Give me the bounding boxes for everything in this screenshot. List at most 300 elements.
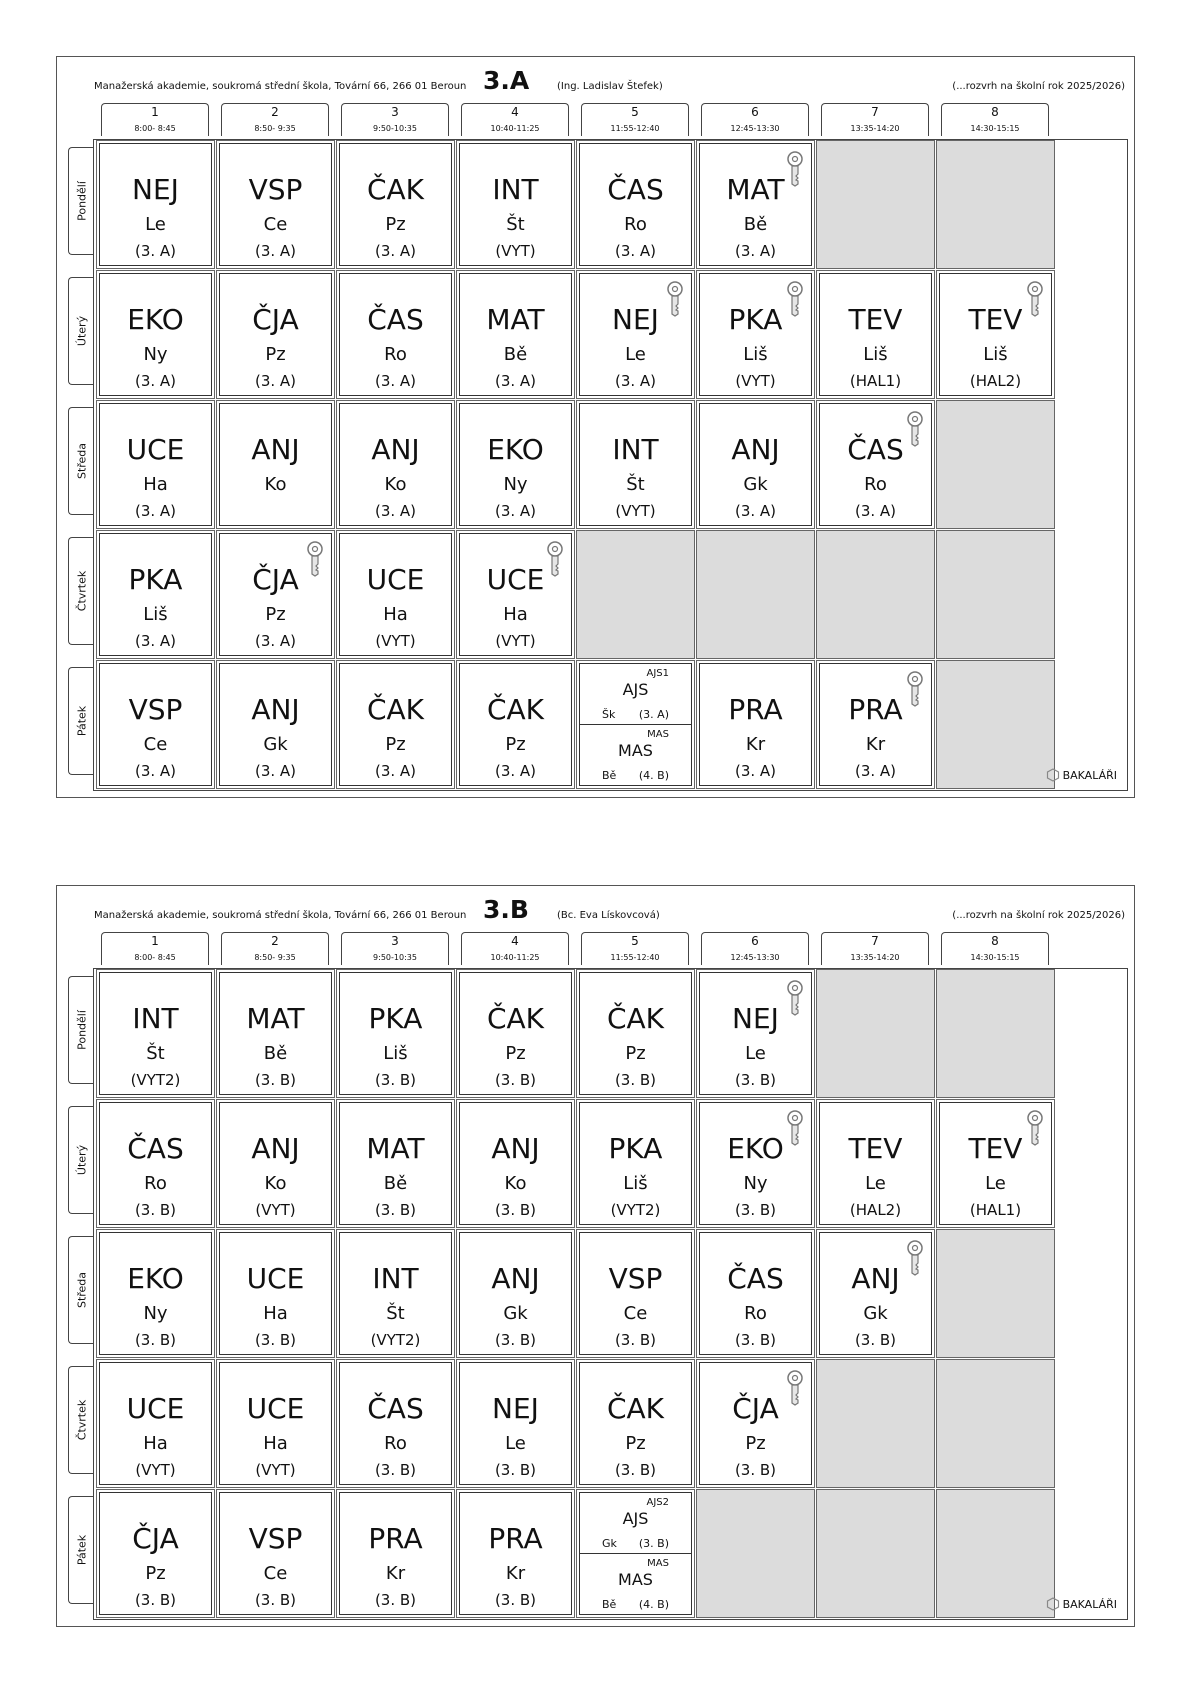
- period-number: 1: [151, 934, 159, 948]
- room-code: (4. B): [638, 769, 669, 782]
- day-name: Pondělí: [75, 181, 88, 221]
- lesson-cell[interactable]: [336, 400, 455, 529]
- lesson-card[interactable]: [699, 273, 812, 396]
- empty-cell: [816, 969, 935, 1098]
- room-code: (3. B): [374, 1461, 417, 1479]
- lesson-cell[interactable]: [96, 530, 215, 659]
- period-time: 13:35-14:20: [850, 953, 900, 962]
- period-time: 13:35-14:20: [850, 124, 900, 133]
- room-code: (3. A): [254, 242, 297, 260]
- room-code: (VYT): [615, 502, 656, 520]
- lesson-cell[interactable]: [696, 270, 815, 399]
- lesson-card[interactable]: [99, 663, 212, 786]
- subject-code: ANJ: [491, 1262, 540, 1295]
- empty-cell: [696, 1489, 815, 1618]
- period-time: 14:30-15:15: [970, 124, 1020, 133]
- lesson-card[interactable]: [339, 533, 452, 656]
- room-code: (VYT2): [370, 1331, 421, 1349]
- teacher-code: Gk: [863, 1303, 888, 1324]
- lesson-card[interactable]: [219, 663, 332, 786]
- day-label-tab: [68, 1366, 94, 1474]
- lesson-cell[interactable]: [456, 1099, 575, 1228]
- teacher-code: Ro: [744, 1303, 767, 1324]
- lesson-split-half[interactable]: [580, 664, 691, 725]
- subject-code: ČJA: [252, 563, 299, 596]
- period-header-6: [701, 103, 809, 136]
- lesson-cell[interactable]: [456, 1359, 575, 1488]
- lesson-card[interactable]: [339, 143, 452, 266]
- lesson-card[interactable]: [819, 1232, 932, 1355]
- room-code: (3. A): [854, 502, 897, 520]
- period-header-3: [341, 103, 449, 136]
- lesson-card[interactable]: [819, 273, 932, 396]
- lesson-cell[interactable]: [456, 140, 575, 269]
- lesson-cell[interactable]: [216, 1099, 335, 1228]
- lesson-card[interactable]: [459, 143, 572, 266]
- group-label: MAS: [647, 1557, 669, 1569]
- lesson-card[interactable]: [459, 1362, 572, 1485]
- teacher-code: Ro: [384, 344, 407, 365]
- empty-cell: [936, 660, 1055, 789]
- lesson-cell[interactable]: [96, 1359, 215, 1488]
- period-number: 5: [631, 105, 639, 119]
- lesson-cell[interactable]: [576, 660, 695, 789]
- subject-code: ČAK: [606, 1002, 665, 1035]
- teacher-code: Pz: [385, 214, 406, 235]
- day-name: Středa: [75, 442, 88, 480]
- lesson-cell[interactable]: [816, 1229, 935, 1358]
- lesson-card[interactable]: [579, 1362, 692, 1485]
- period-number: 4: [511, 105, 519, 119]
- day-name: Úterý: [75, 1144, 88, 1176]
- room-code: (3. A): [734, 502, 777, 520]
- lesson-card[interactable]: [219, 1102, 332, 1225]
- subject-code: INT: [612, 433, 659, 466]
- lesson-cell[interactable]: [456, 270, 575, 399]
- room-code: (3. A): [614, 372, 657, 390]
- subject-code: TEV: [848, 303, 903, 336]
- subject-code: MAS: [618, 1569, 653, 1589]
- teacher-code: Liš: [743, 344, 768, 365]
- teacher-code: Ny: [143, 344, 168, 365]
- hexagon-icon: [1046, 1597, 1060, 1611]
- lesson-cell[interactable]: [336, 1489, 455, 1618]
- lesson-card[interactable]: [99, 273, 212, 396]
- sheet-header: [57, 886, 1134, 926]
- room-code: (3. A): [494, 502, 537, 520]
- lesson-cell[interactable]: [96, 270, 215, 399]
- lesson-cell[interactable]: [96, 1099, 215, 1228]
- period-time: 9:50-10:35: [373, 124, 417, 133]
- lesson-cell[interactable]: [816, 270, 935, 399]
- subject-code: TEV: [968, 303, 1023, 336]
- lesson-card[interactable]: [219, 1232, 332, 1355]
- lesson-card[interactable]: [99, 403, 212, 526]
- sheet-header: [57, 57, 1134, 97]
- lesson-cell[interactable]: [816, 1099, 935, 1228]
- lesson-cell[interactable]: [936, 1099, 1055, 1228]
- lesson-card[interactable]: [459, 1232, 572, 1355]
- period-header-8: [941, 932, 1049, 965]
- lesson-cell[interactable]: [696, 1359, 815, 1488]
- room-code: (3. B): [374, 1071, 417, 1089]
- lesson-card[interactable]: [459, 533, 572, 656]
- group-label: AJS2: [646, 1497, 669, 1508]
- room-code: (3. A): [494, 762, 537, 780]
- lesson-cell[interactable]: [576, 400, 695, 529]
- lesson-cell[interactable]: [696, 1229, 815, 1358]
- teacher-code: Pz: [385, 734, 406, 755]
- key-icon: [304, 541, 326, 577]
- lesson-card[interactable]: [579, 1492, 692, 1615]
- teacher-code: Gk: [263, 734, 288, 755]
- teacher-code: Gk: [743, 474, 768, 495]
- lesson-cell[interactable]: [96, 140, 215, 269]
- group-label: MAS: [647, 728, 669, 740]
- lesson-cell[interactable]: [96, 400, 215, 529]
- lesson-cell[interactable]: [336, 660, 455, 789]
- lesson-card[interactable]: [819, 1102, 932, 1225]
- lesson-cell[interactable]: [96, 1229, 215, 1358]
- lesson-split-half[interactable]: [580, 1554, 691, 1615]
- teacher-code: Bě: [602, 769, 617, 782]
- lesson-card[interactable]: [459, 663, 572, 786]
- period-number: 1: [151, 105, 159, 119]
- period-number: 3: [391, 105, 399, 119]
- empty-cell: [936, 140, 1055, 269]
- room-code: (3. A): [134, 372, 177, 390]
- lesson-card[interactable]: [99, 533, 212, 656]
- subject-code: TEV: [968, 1132, 1023, 1165]
- lesson-card[interactable]: [219, 143, 332, 266]
- teacher-code: Kr: [865, 734, 886, 755]
- lesson-card[interactable]: [939, 273, 1052, 396]
- teacher-code: Ha: [503, 604, 528, 625]
- teacher-code: Ko: [504, 1173, 527, 1194]
- lesson-cell[interactable]: [336, 270, 455, 399]
- teacher-code: Liš: [623, 1173, 648, 1194]
- room-code: (VYT): [255, 1201, 296, 1219]
- subject-code: UCE: [486, 563, 545, 596]
- lesson-cell[interactable]: [216, 1359, 335, 1488]
- lesson-card[interactable]: [699, 1232, 812, 1355]
- lesson-card[interactable]: [819, 663, 932, 786]
- room-code: (3. B): [854, 1331, 897, 1349]
- lesson-cell[interactable]: [336, 1229, 455, 1358]
- lesson-cell[interactable]: [336, 140, 455, 269]
- class-teacher: (Bc. Eva Lískovcová): [557, 910, 660, 921]
- lesson-cell[interactable]: [576, 1359, 695, 1488]
- lesson-split-half[interactable]: [580, 1493, 691, 1554]
- lesson-card[interactable]: [459, 273, 572, 396]
- subject-code: VSP: [608, 1262, 663, 1295]
- room-code: (3. A): [134, 762, 177, 780]
- lesson-cell[interactable]: [696, 1099, 815, 1228]
- subject-code: PKA: [368, 1002, 423, 1035]
- lesson-cell[interactable]: [96, 660, 215, 789]
- lesson-cell[interactable]: [696, 400, 815, 529]
- subject-code: EKO: [127, 303, 184, 336]
- lesson-cell[interactable]: [576, 1229, 695, 1358]
- lesson-cell[interactable]: [576, 969, 695, 1098]
- subject-code: NEJ: [612, 303, 659, 336]
- lesson-card[interactable]: [939, 1102, 1052, 1225]
- key-icon: [1024, 281, 1046, 317]
- room-code: (3. B): [134, 1591, 177, 1609]
- subject-code: ČAS: [127, 1132, 184, 1165]
- lesson-card[interactable]: [339, 1492, 452, 1615]
- subject-code: ČAK: [366, 173, 425, 206]
- lesson-cell[interactable]: [816, 400, 935, 529]
- lesson-cell[interactable]: [216, 1489, 335, 1618]
- key-icon: [784, 1370, 806, 1406]
- room-code: (3. B): [374, 1591, 417, 1609]
- lesson-card[interactable]: [219, 533, 332, 656]
- room-code: (3. A): [134, 242, 177, 260]
- lesson-cell[interactable]: [696, 140, 815, 269]
- period-header-4: [461, 932, 569, 965]
- room-code: (3. A): [254, 762, 297, 780]
- empty-cell: [816, 1489, 935, 1618]
- period-time: 10:40-11:25: [490, 124, 540, 133]
- lesson-card[interactable]: [579, 143, 692, 266]
- day-name: Čtvrtek: [75, 570, 88, 612]
- teacher-code: Ro: [144, 1173, 167, 1194]
- teacher-code: Bě: [263, 1043, 288, 1064]
- teacher-code: Gk: [602, 1536, 617, 1550]
- subject-code: ANJ: [371, 433, 420, 466]
- teacher-code: Ce: [263, 1563, 288, 1584]
- lesson-card[interactable]: [99, 1102, 212, 1225]
- lesson-cell[interactable]: [576, 270, 695, 399]
- lesson-cell[interactable]: [216, 270, 335, 399]
- lesson-card[interactable]: [339, 273, 452, 396]
- key-icon: [1024, 1110, 1046, 1146]
- lesson-card[interactable]: [99, 972, 212, 1095]
- lesson-card[interactable]: [699, 143, 812, 266]
- lesson-cell[interactable]: [216, 1229, 335, 1358]
- lesson-card[interactable]: [99, 1492, 212, 1615]
- room-code: (3. B): [734, 1201, 777, 1219]
- subject-code: MAS: [618, 740, 653, 760]
- lesson-card[interactable]: [459, 1492, 572, 1615]
- lesson-cell[interactable]: [216, 400, 335, 529]
- period-time: 11:55-12:40: [610, 124, 660, 133]
- teacher-code: Ha: [143, 1433, 168, 1454]
- lesson-cell[interactable]: [456, 530, 575, 659]
- lesson-card[interactable]: [579, 1102, 692, 1225]
- empty-cell: [936, 1229, 1055, 1358]
- lesson-card[interactable]: [219, 1492, 332, 1615]
- subject-code: ANJ: [251, 693, 300, 726]
- class-title: 3.A: [483, 66, 530, 95]
- room-code: (HAL2): [849, 1201, 902, 1219]
- room-code: (3. B): [494, 1591, 537, 1609]
- lesson-card[interactable]: [459, 972, 572, 1095]
- lesson-cell[interactable]: [936, 270, 1055, 399]
- lesson-card[interactable]: [219, 1362, 332, 1485]
- school-name: Manažerská akademie, soukromá střední škola, Tovární 66, 266 01 Beroun: [94, 81, 467, 92]
- teacher-code: Liš: [383, 1043, 408, 1064]
- lesson-card[interactable]: [219, 403, 332, 526]
- lesson-cell[interactable]: [96, 1489, 215, 1618]
- day-label-tab: [68, 1236, 94, 1344]
- lesson-cell[interactable]: [576, 1489, 695, 1618]
- lesson-card[interactable]: [579, 663, 692, 786]
- bakalari-logo: [1046, 768, 1117, 782]
- lesson-card[interactable]: [699, 1102, 812, 1225]
- lesson-card[interactable]: [219, 273, 332, 396]
- room-code: (3. A): [734, 762, 777, 780]
- lesson-card[interactable]: [459, 403, 572, 526]
- teacher-code: Ko: [264, 1173, 287, 1194]
- empty-cell: [816, 140, 935, 269]
- subject-code: TEV: [848, 1132, 903, 1165]
- period-header-8: [941, 103, 1049, 136]
- lesson-cell[interactable]: [336, 969, 455, 1098]
- lesson-card[interactable]: [819, 403, 932, 526]
- teacher-code: Ha: [143, 474, 168, 495]
- period-header-3: [341, 932, 449, 965]
- lesson-card[interactable]: [699, 403, 812, 526]
- lesson-cell[interactable]: [696, 969, 815, 1098]
- lesson-cell[interactable]: [336, 1359, 455, 1488]
- teacher-code: Št: [626, 474, 645, 495]
- subject-code: NEJ: [732, 1002, 779, 1035]
- room-code: (3. B): [614, 1461, 657, 1479]
- lesson-cell[interactable]: [816, 660, 935, 789]
- period-time: 14:30-15:15: [970, 953, 1020, 962]
- lesson-cell[interactable]: [576, 140, 695, 269]
- school-year: (...rozvrh na školní rok 2025/2026): [952, 81, 1125, 92]
- subject-code: UCE: [126, 1392, 185, 1425]
- brand-name: BAKALÁŘI: [1062, 768, 1117, 782]
- lesson-card[interactable]: [219, 972, 332, 1095]
- teacher-code: Pz: [505, 734, 526, 755]
- period-number: 6: [751, 105, 759, 119]
- teacher-code: Pz: [745, 1433, 766, 1454]
- class-teacher: (Ing. Ladislav Štefek): [557, 81, 663, 92]
- class-title: 3.B: [483, 895, 529, 924]
- period-header-5: [581, 932, 689, 965]
- school-year: (...rozvrh na školní rok 2025/2026): [952, 910, 1125, 921]
- lesson-cell[interactable]: [216, 530, 335, 659]
- subject-code: ANJ: [851, 1262, 900, 1295]
- day-label-tab: [68, 667, 94, 775]
- teacher-code: Ha: [383, 604, 408, 625]
- day-name: Pondělí: [75, 1010, 88, 1050]
- lesson-card[interactable]: [699, 1362, 812, 1485]
- lesson-card[interactable]: [339, 403, 452, 526]
- hexagon-icon: [1046, 768, 1060, 782]
- lesson-cell[interactable]: [456, 969, 575, 1098]
- teacher-code: Bě: [383, 1173, 408, 1194]
- day-label-tab: [68, 537, 94, 645]
- subject-code: PKA: [128, 563, 183, 596]
- subject-code: ANJ: [491, 1132, 540, 1165]
- period-number: 5: [631, 934, 639, 948]
- teacher-code: Ko: [264, 474, 287, 495]
- room-code: (VYT): [375, 632, 416, 650]
- lesson-cell[interactable]: [456, 1229, 575, 1358]
- room-code: (VYT2): [130, 1071, 181, 1089]
- lesson-card[interactable]: [339, 1362, 452, 1485]
- subject-code: MAT: [726, 173, 785, 206]
- period-time: 11:55-12:40: [610, 953, 660, 962]
- teacher-code: Gk: [503, 1303, 528, 1324]
- teacher-code: Pz: [505, 1043, 526, 1064]
- lesson-cell[interactable]: [456, 1489, 575, 1618]
- lesson-cell[interactable]: [216, 969, 335, 1098]
- period-number: 3: [391, 934, 399, 948]
- subject-code: UCE: [126, 433, 185, 466]
- room-code: (HAL2): [969, 372, 1022, 390]
- subject-code: EKO: [127, 1262, 184, 1295]
- timetable-grid: [93, 968, 1128, 1620]
- lesson-card[interactable]: [99, 1362, 212, 1485]
- lesson-card[interactable]: [699, 972, 812, 1095]
- lesson-card[interactable]: [99, 143, 212, 266]
- lesson-cell[interactable]: [336, 530, 455, 659]
- subject-code: VSP: [128, 693, 183, 726]
- teacher-code: Ha: [263, 1433, 288, 1454]
- lesson-cell[interactable]: [336, 1099, 455, 1228]
- lesson-card[interactable]: [579, 972, 692, 1095]
- period-number: 7: [871, 105, 879, 119]
- lesson-card[interactable]: [339, 663, 452, 786]
- teacher-code: Pz: [625, 1433, 646, 1454]
- timetable-sheet-3b: [56, 885, 1135, 1627]
- lesson-card[interactable]: [579, 1232, 692, 1355]
- school-name: Manažerská akademie, soukromá střední škola, Tovární 66, 266 01 Beroun: [94, 910, 467, 921]
- teacher-code: Le: [865, 1173, 886, 1194]
- lesson-cell[interactable]: [576, 1099, 695, 1228]
- room-code: (3. B): [134, 1201, 177, 1219]
- lesson-cell[interactable]: [456, 660, 575, 789]
- lesson-card[interactable]: [339, 1102, 452, 1225]
- lesson-card[interactable]: [99, 1232, 212, 1355]
- lesson-card[interactable]: [339, 1232, 452, 1355]
- period-header-7: [821, 103, 929, 136]
- room-code: (3. A): [374, 372, 417, 390]
- room-code: (3. A): [614, 242, 657, 260]
- lesson-card[interactable]: [579, 403, 692, 526]
- subject-code: EKO: [487, 433, 544, 466]
- lesson-card[interactable]: [579, 273, 692, 396]
- lesson-card[interactable]: [699, 663, 812, 786]
- lesson-cell[interactable]: [696, 660, 815, 789]
- teacher-code: Le: [985, 1173, 1006, 1194]
- lesson-cell[interactable]: [96, 969, 215, 1098]
- teacher-code: Ny: [143, 1303, 168, 1324]
- period-header-5: [581, 103, 689, 136]
- lesson-cell[interactable]: [216, 660, 335, 789]
- period-header-7: [821, 932, 929, 965]
- key-icon: [784, 151, 806, 187]
- teacher-code: Kr: [385, 1563, 406, 1584]
- teacher-code: Ko: [384, 474, 407, 495]
- day-name: Středa: [75, 1271, 88, 1309]
- lesson-cell[interactable]: [216, 140, 335, 269]
- subject-code: ČJA: [252, 303, 299, 336]
- subject-code: ČJA: [732, 1392, 779, 1425]
- empty-cell: [936, 969, 1055, 1098]
- teacher-code: Liš: [143, 604, 168, 625]
- lesson-card[interactable]: [339, 972, 452, 1095]
- lesson-cell[interactable]: [456, 400, 575, 529]
- lesson-split-half[interactable]: [580, 725, 691, 786]
- lesson-card[interactable]: [459, 1102, 572, 1225]
